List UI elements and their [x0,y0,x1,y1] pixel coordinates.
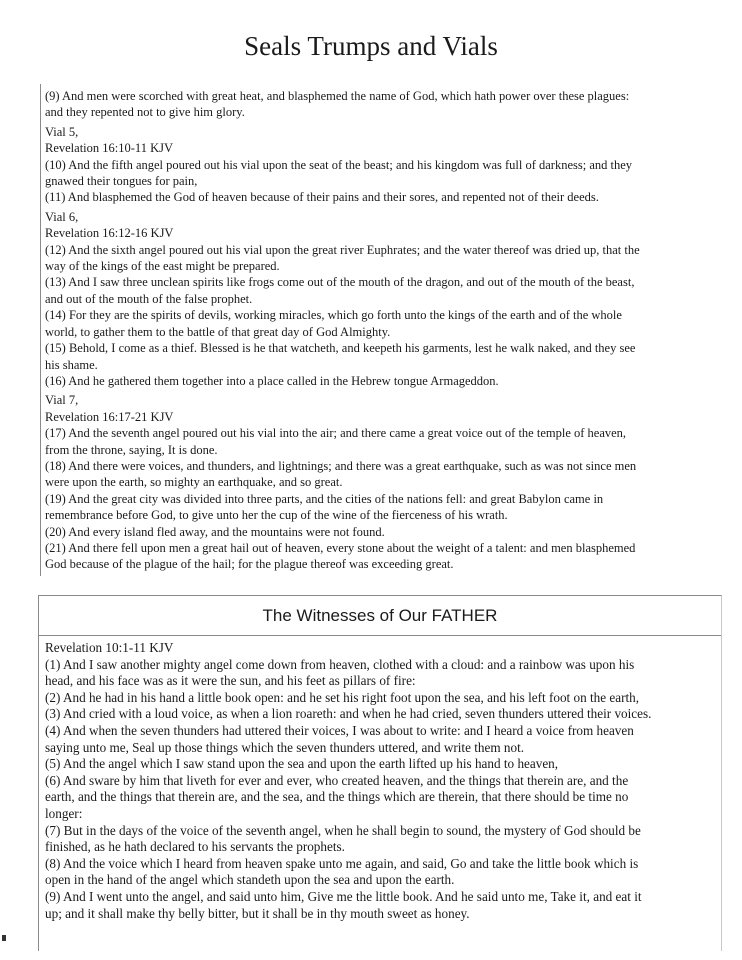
text-line: Revelation 16:17-21 KJV [45,409,174,424]
text-line: Revelation 16:10-11 KJV [45,141,173,156]
text-line: (2) And he had in his hand a little book open: and he set his right foot upon the sea, and his left foot on the earth, [45,689,640,705]
text-line: Revelation 10:1-11 KJV [45,640,174,655]
page-title: Seals Trumps and Vials [244,31,498,61]
text-line: (16) And he gathered them together into a place called in the Hebrew tongue Armageddon. [45,373,499,388]
text-line: gnawed their tongues for pain, [45,174,198,189]
text-line: longer: [45,805,83,821]
text-line: (5) And the angel which I saw stand upon the sea and upon the earth lifted up his hand to heaven, [45,756,559,772]
text-line: (15) Behold, I come as a thief. Blessed is he that watcheth, and keepeth his garments, lest he walk naked, and they see [45,341,636,356]
text-line: were upon the earth, so mighty an earthquake, and so great. [45,475,343,490]
verse-block [45,209,710,389]
text-line: (9) And men were scorched with great heat, and blasphemed the name of God, which hath power over these plagues: [45,89,630,103]
text-line: from the throne, saying, It is done. [45,442,218,457]
scan-mark [2,935,6,941]
text-line: remembrance before God, to give unto her the cup of the wine of the fierceness of his wrath. [45,508,508,523]
verse-block [45,88,710,121]
witnesses-section-title: The Witnesses of Our FATHER [39,596,721,636]
text-line: God because of the plague of the hail; for the plague thereof was exceeding great. [45,557,454,572]
text-line: (7) But in the days of the voice of the seventh angel, when he shall begin to sound, the mystery of God should be [45,822,641,838]
text-line: Vial 6, [45,209,79,224]
text-line: finished, as he hath declared to his servants the prophets. [45,839,345,855]
text-line: (12) And the sixth angel poured out his vial upon the great river Euphrates; and the water thereof was dried up, that the [45,242,640,257]
verse-block [45,124,710,206]
text-line: Vial 7, [45,393,79,408]
text-line: (18) And there were voices, and thunders, and lightnings; and there was a great earthquake, such as was not since men [45,458,637,473]
text-line: (13) And I saw three unclean spirits like frogs come out of the mouth of the dragon, and out of the mouth of the beast, [45,275,635,290]
text-line: his shame. [45,357,98,372]
text-line: Vial 5, [45,124,79,139]
text-line: (1) And I saw another mighty angel come down from heaven, clothed with a cloud: and a rainbow was upon his [45,656,635,672]
text-line: way of the kings of the east might be prepared. [45,259,280,274]
text-line: (21) And there fell upon men a great hail out of heaven, every stone about the weight of a talent: and men blasphemed [45,540,636,555]
text-line: (14) For they are the spirits of devils, working miracles, which go forth unto the kings of the earth and of the whole [45,308,622,323]
witnesses-section-body [39,636,721,922]
text-line: world, to gather them to the battle of that great day of God Almighty. [45,324,391,339]
text-line: and out of the mouth of the false prophet. [45,291,253,306]
verse-block [45,392,710,572]
text-line: (3) And cried with a loud voice, as when a lion roareth: and when he had cried, seven thunders uttered their voices. [45,706,652,722]
text-line: and they repented not to give him glory. [45,105,245,120]
text-line: head, and his face was as it were the sun, and his feet as pillars of fire: [45,673,416,689]
text-line: (8) And the voice which I heard from heaven spake unto me again, and said, Go and take the little book which is [45,855,639,871]
text-line: (9) And I went unto the angel, and said unto him, Give me the little book. And he said unto me, Take it, and eat it [45,888,642,904]
text-line: up; and it shall make thy belly bitter, but it shall be in thy mouth sweet as honey. [45,905,470,921]
text-line: earth, and the things that therein are, and the sea, and the things which are therein, that there should be time no [45,789,629,805]
witnesses-section [38,595,722,951]
text-line: saying unto me, Seal up those things which the seven thunders uttered, and write them not. [45,739,525,755]
text-line: (11) And blasphemed the God of heaven because of their pains and their sores, and repented not of their deeds. [45,190,599,205]
text-line: (6) And sware by him that liveth for ever and ever, who created heaven, and the things that therein are, and the [45,772,629,788]
text-line: (4) And when the seven thunders had uttered their voices, I was about to write: and I heard a voice from heaven [45,722,634,738]
text-line: (10) And the fifth angel poured out his vial upon the seat of the beast; and his kingdom was full of darkness; and they [45,157,633,172]
text-line: Revelation 16:12-16 KJV [45,226,174,241]
text-line: (19) And the great city was divided into three parts, and the cities of the nations fell: and great Babylon came in [45,491,604,506]
text-line: (20) And every island fled away, and the mountains were not found. [45,524,385,539]
text-line: (17) And the seventh angel poured out his vial into the air; and there came a great voice out of the temple of heaven, [45,426,627,441]
vials-section [40,84,720,576]
text-line: open in the hand of the angel which standeth upon the sea and upon the earth. [45,872,455,888]
